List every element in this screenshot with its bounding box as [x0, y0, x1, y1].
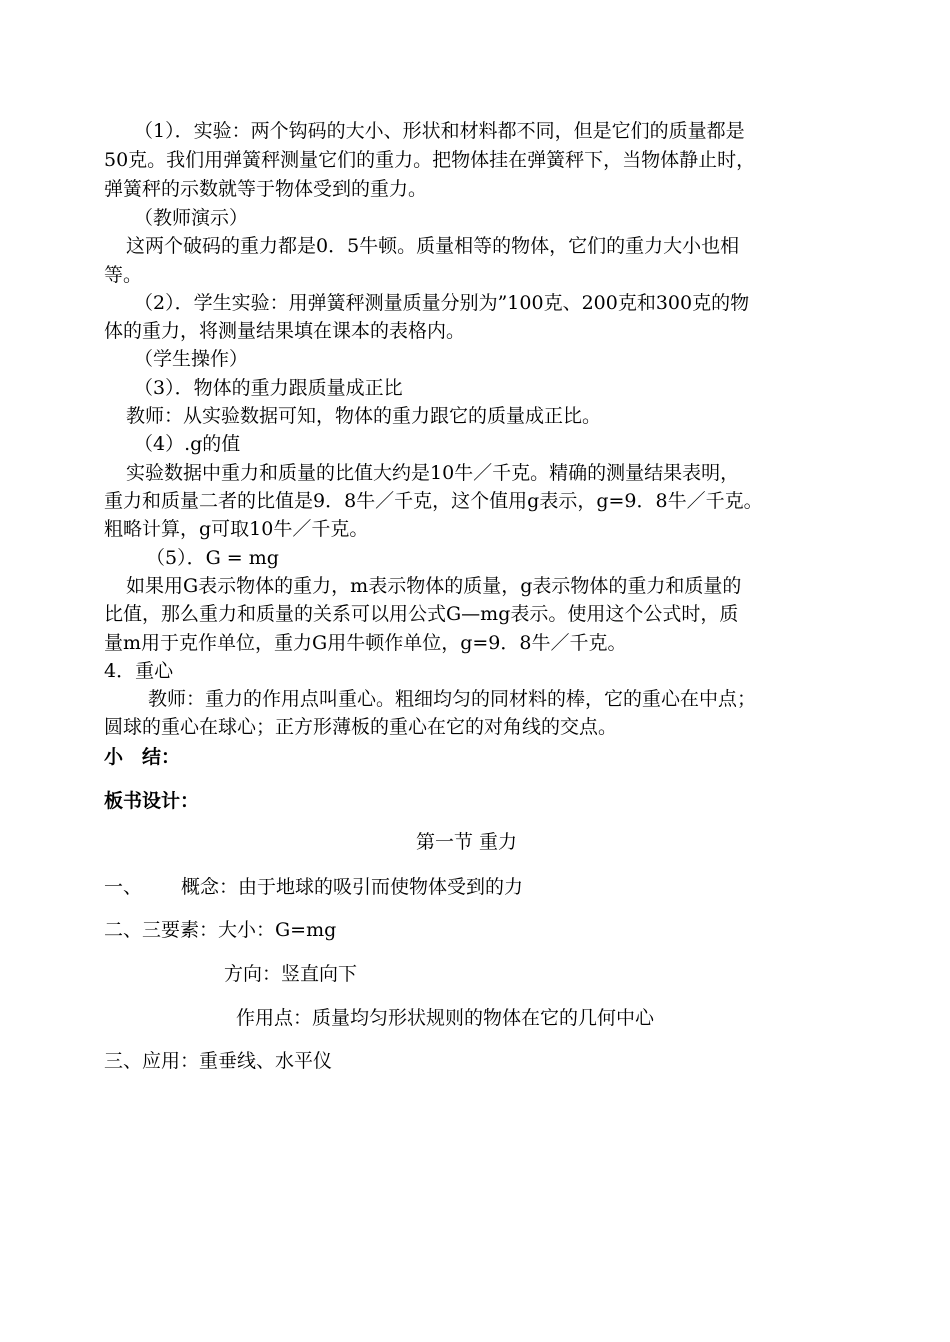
text-line: 量m用于克作单位，重力G用牛顿作单位，g=9．8牛／千克。: [104, 632, 627, 654]
board-item-2-point: 作用点：质量均匀形状规则的物体在它的几何中心: [236, 1007, 655, 1029]
text-line: （3）．物体的重力跟质量成正比: [134, 377, 403, 399]
text-line: 重力和质量二者的比值是9．8牛／千克，这个值用g表示，g=9．8牛／千克。: [104, 490, 763, 512]
text-line: 教师：重力的作用点叫重心。粗细均匀的同材料的棒，它的重心在中点；: [148, 688, 757, 710]
text-line: 体的重力，将测量结果填在课本的表格内。: [104, 320, 466, 342]
board-design-label: 板书设计：: [104, 790, 200, 812]
text-line: 弹簧秤的示数就等于物体受到的重力。: [104, 178, 428, 200]
text-line: （2）．学生实验：用弹簧秤测量质量分别为”100克、200克和300克的物: [134, 292, 750, 314]
text-line: （5）．G = mg: [146, 547, 279, 569]
summary-label: 小 结：: [104, 746, 181, 768]
text-line: 如果用G表示物体的重力，m表示物体的质量，g表示物体的重力和质量的: [126, 575, 742, 597]
board-title: 第一节 重力: [416, 831, 518, 853]
text-line: （教师演示）: [134, 207, 249, 229]
board-item-number: 一、: [104, 876, 143, 898]
board-item-2: 二、三要素：大小：G=mg: [104, 919, 337, 941]
section-heading: 4．重心: [104, 660, 174, 682]
text-line: 50克。我们用弹簧秤测量它们的重力。把物体挂在弹簧秤下，当物体静止时，: [104, 149, 756, 171]
text-line: 教师：从实验数据可知，物体的重力跟它的质量成正比。: [126, 405, 602, 427]
text-line: （1）．实验：两个钩码的大小、形状和材料都不同，但是它们的质量都是: [134, 120, 745, 142]
text-line: （4）.g的值: [134, 433, 241, 455]
board-item-2-direction: 方向：竖直向下: [224, 963, 358, 985]
text-line: （学生操作）: [134, 348, 249, 370]
text-line: 比值，那么重力和质量的关系可以用公式G—mg表示。使用这个公式时，质: [104, 603, 739, 625]
text-line: 圆球的重心在球心；正方形薄板的重心在它的对角线的交点。: [104, 716, 618, 738]
text-line: 这两个破码的重力都是0．5牛顿。质量相等的物体，它们的重力大小也相: [126, 235, 740, 257]
board-item-3: 三、应用：重垂线、水平仪: [104, 1050, 333, 1072]
text-line: 粗略计算，g可取10牛／千克。: [104, 518, 369, 540]
board-item-1: 概念：由于地球的吸引而使物体受到的力: [181, 876, 524, 898]
text-line: 等。: [104, 264, 143, 286]
text-line: 实验数据中重力和质量的比值大约是10牛／千克。精确的测量结果表明，: [126, 462, 740, 484]
